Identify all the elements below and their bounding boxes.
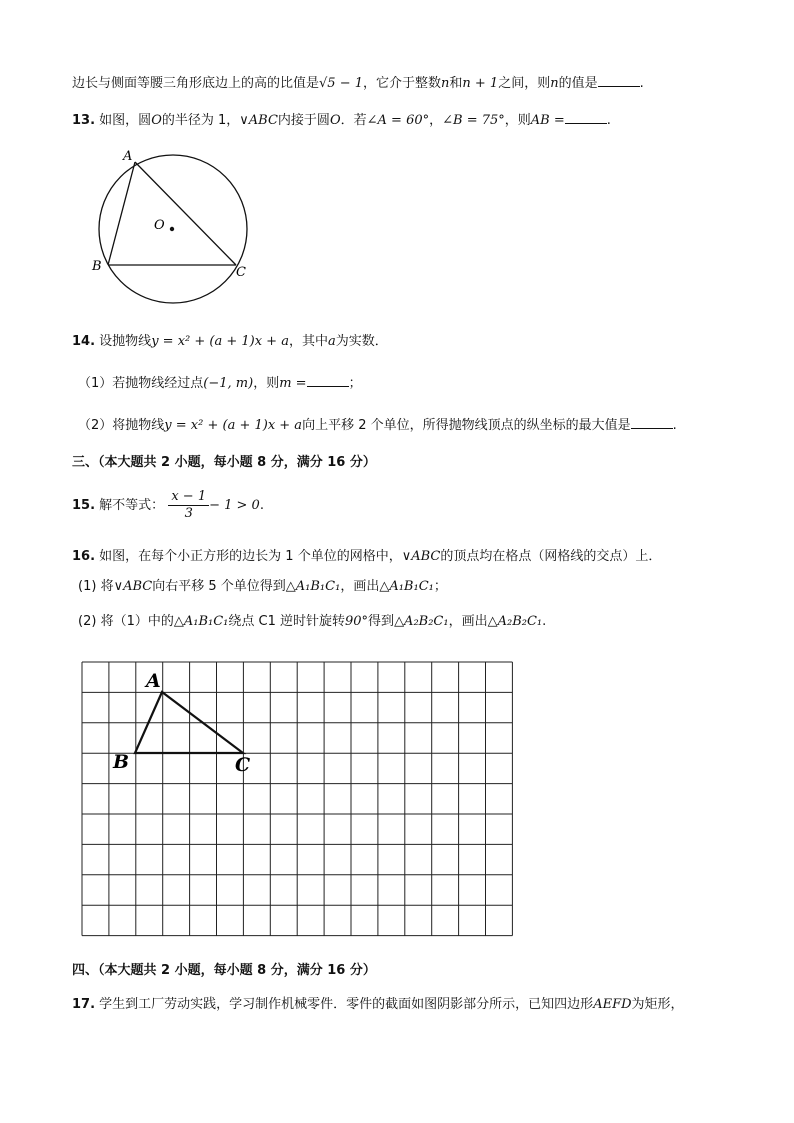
- q16-sub2-end: .: [542, 614, 547, 629]
- q15-rest: − 1 > 0: [209, 498, 260, 513]
- q12-text-4: 之间，则: [498, 76, 551, 91]
- q12-text-1: 边长与侧面等腰三角形底边上的高的比值是: [72, 76, 320, 91]
- q15-line: [72, 488, 264, 524]
- q14-text-1: 设抛物线: [99, 334, 152, 349]
- q14-sub2-text-2: 向上平移 2 个单位，所得抛物线顶点的纵坐标的最大值是: [302, 418, 631, 433]
- q13-var-o: O: [151, 113, 162, 128]
- q15-text-1: 解不等式：: [99, 498, 165, 513]
- q16-sub1-triangle-1: △A₁B₁C₁: [285, 579, 341, 594]
- q14-sub2-formula: y = x² + (a + 1)x + a: [164, 418, 303, 433]
- q14-sub1-end: ；: [348, 376, 362, 391]
- q16-line: [72, 548, 661, 566]
- q13-angle-a: ∠A = 60°: [366, 113, 430, 128]
- label-b: B: [92, 259, 102, 274]
- q13-text-1: 如图，圆: [99, 113, 152, 128]
- q12-answer-blank[interactable]: [598, 74, 640, 87]
- q15-number: 15.: [72, 498, 96, 513]
- side-ab: [108, 162, 135, 265]
- q15-end: .: [259, 498, 264, 513]
- q15-denominator: 3: [184, 506, 193, 521]
- q14-var-a: a: [327, 334, 336, 349]
- grid-label-a: A: [146, 670, 161, 692]
- q16-sub1-text-1: 将: [100, 579, 114, 594]
- q12-var-n: n: [441, 76, 450, 91]
- q13-var-o-2: O: [329, 113, 341, 128]
- q14-sub1-point: (−1, m): [203, 376, 254, 391]
- circle-figure: [88, 144, 258, 314]
- q16-sub2-label: (2): [78, 614, 97, 629]
- q12-var-n-2: n: [550, 76, 559, 91]
- q16-sub2-text-1: 将（1）中的: [100, 614, 174, 629]
- q12-text-3: 和: [449, 76, 463, 91]
- q14-sub2-line: [78, 416, 677, 435]
- q16-text-1: 如图，在每个小正方形的边长为 1 个单位的网格中，: [99, 549, 402, 564]
- q16-sub1-line: [78, 578, 447, 596]
- q14-sub1-line: [78, 374, 362, 393]
- label-o: O: [154, 218, 165, 233]
- q12-var-n-plus-1: n + 1: [462, 76, 499, 91]
- q13-angle-b: ∠B = 75°: [442, 113, 505, 128]
- q12-end: .: [639, 76, 644, 91]
- q13-text-4: ．若: [340, 113, 367, 128]
- q15-fraction: [168, 489, 209, 522]
- q16-sub1-end: ；: [433, 579, 447, 594]
- q14-sub1-text-1: 若抛物线经过点: [112, 376, 204, 391]
- q14-text-3: 为实数．: [335, 334, 388, 349]
- label-a: A: [123, 149, 133, 164]
- section-3-heading: 三、（本大题共 2 小题，每小题 8 分，满分 16 分）: [72, 455, 376, 470]
- q13-triangle: ∨ABC: [239, 113, 278, 128]
- q16-sub1-triangle-1b: △A₁B₁C₁: [379, 579, 434, 594]
- q13-number: 13.: [72, 113, 96, 128]
- q15-numerator: x − 1: [168, 489, 209, 506]
- grid-lines: [82, 662, 512, 936]
- q16-number: 16.: [72, 549, 96, 564]
- q13-end: .: [606, 113, 611, 128]
- q16-sub2-line: [78, 613, 546, 631]
- q12-sqrt-expr: √5 − 1: [319, 76, 363, 91]
- q14-sub1-m: m =: [279, 376, 307, 391]
- q16-sub2-triangle-1: △A₁B₁C₁: [173, 614, 229, 629]
- q13-text-5: ，则: [504, 113, 531, 128]
- q14-formula: y = x² + (a + 1)x + a: [151, 334, 289, 349]
- grid-figure: [80, 660, 514, 938]
- q17-line: [72, 996, 684, 1014]
- label-c: C: [236, 265, 246, 280]
- grid-label-b: B: [113, 751, 130, 773]
- q13-answer-blank[interactable]: [565, 111, 607, 124]
- q14-sub1-text-2: ，则: [253, 376, 280, 391]
- q16-sub2-text-3: 得到: [368, 614, 395, 629]
- side-ac: [135, 162, 236, 265]
- q12-text-2: ，它介于整数: [363, 76, 442, 91]
- q16-sub2-triangle-2: △A₂B₂C₁: [394, 614, 449, 629]
- q13-text-3: 内接于圆: [277, 113, 330, 128]
- q14-sub1-answer-blank[interactable]: [307, 374, 349, 387]
- q16-sub1-text-2: 向右平移 5 个单位得到: [152, 579, 286, 594]
- q12-text-5: 的值是: [558, 76, 598, 91]
- q14-sub2-label: （2）: [78, 418, 113, 433]
- q13-line: [72, 111, 611, 130]
- q16-sub1-triangle: ∨ABC: [113, 579, 153, 594]
- q16-sub1-text-3: ，画出: [340, 579, 380, 594]
- q17-text-1: 学生到工厂劳动实践，学习制作机械零件．零件的截面如图阴影部分所示，已知四边形: [99, 997, 594, 1012]
- q14-line: [72, 333, 388, 351]
- q14-number: 14.: [72, 334, 96, 349]
- q16-sub2-angle: 90°: [345, 614, 369, 629]
- q13-sep: ，: [429, 113, 443, 128]
- q16-sub1-label: (1): [78, 579, 97, 594]
- q17-number: 17.: [72, 997, 96, 1012]
- q14-sub2-text-1: 将抛物线: [112, 418, 165, 433]
- q14-sub1-label: （1）: [78, 376, 113, 391]
- center-point: [170, 227, 174, 231]
- q16-sub2-text-4: ，画出: [448, 614, 488, 629]
- q13-ab: AB =: [530, 113, 565, 128]
- q16-triangle: ∨ABC: [401, 549, 441, 564]
- q17-text-2: 为矩形，: [631, 997, 684, 1012]
- q16-sub2-text-2: 绕点 C1 逆时针旋转: [228, 614, 345, 629]
- section-4-heading: 四、（本大题共 2 小题，每小题 8 分，满分 16 分）: [72, 963, 376, 978]
- grid-label-c: C: [235, 754, 251, 776]
- q17-aefd: AEFD: [593, 997, 632, 1012]
- q14-sub2-end: .: [672, 418, 677, 433]
- q14-text-2: ，其中: [288, 334, 328, 349]
- q16-text-2: 的顶点均在格点（网格线的交点）上．: [440, 549, 662, 564]
- q16-sub2-triangle-2b: △A₂B₂C₁: [487, 614, 543, 629]
- q12-tail-line: [72, 74, 644, 93]
- q13-text-2: 的半径为 1，: [161, 113, 240, 128]
- q14-sub2-answer-blank[interactable]: [631, 416, 673, 429]
